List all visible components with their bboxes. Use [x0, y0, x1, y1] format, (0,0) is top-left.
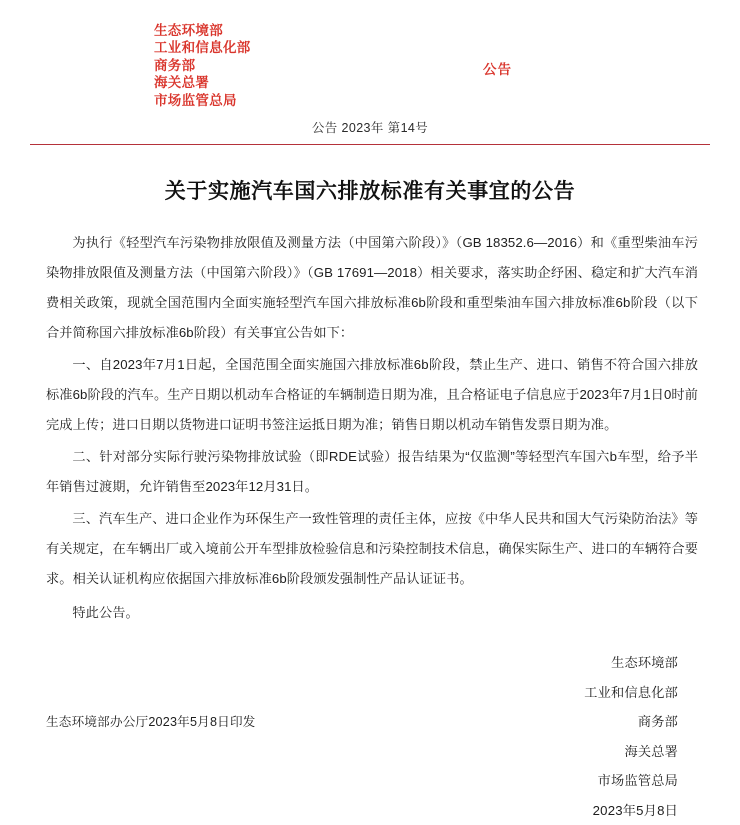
issuing-agency: 市场监管总局 — [154, 92, 237, 108]
paragraph-item-two: 二、针对部分实际行驶污染物排放试验（即RDE试验）报告结果为“仅监测”等轻型汽车国六b车型，给予半年销售过渡期，允许销售至2023年12月31日。 — [46, 449, 698, 495]
issuing-agency: 生态环境部 — [154, 23, 223, 38]
signer-name: 工业和信息化部 — [584, 684, 678, 700]
document-body — [0, 228, 740, 628]
signer-name: 生态环境部 — [611, 655, 678, 671]
masthead — [0, 0, 740, 108]
document-type-mark: 公告 — [483, 62, 512, 77]
paragraph-item-three: 三、汽车生产、进口企业作为环保生产一致性管理的责任主体，应按《中华人民共和国大气污染防治法》等有关规定，在车辆出厂或入境前公开车型排放检验信息和污染控制技术信息，确保实际生产、进口的车辆符合要求。相关认证机构应依据国六排放标准6b阶段颁发强制性产品认证证书。 — [46, 511, 698, 587]
document-number: 公告 2023年 第14号 — [311, 121, 429, 135]
issuing-agency: 海关总署 — [154, 75, 210, 91]
paragraph-item-one: 一、自2023年7月1日起，全国范围全面实施国六排放标准6b阶段，禁止生产、进口、销售不符合国六排放标准6b阶段的汽车。生产日期以机动车合格证的车辆制造日期为准，且合格证电子信息应于2023年7月1日0时前完成上传；进口日期以货物进口证明书签注运抵日期为准；销售日期以机动车销售发票日期为准。 — [46, 357, 698, 433]
paragraph-closing: 特此公告。 — [72, 605, 139, 621]
issuance-footer: 生态环境部办公厅2023年5月8日印发 — [46, 715, 256, 729]
signer-name: 商务部 — [637, 714, 678, 730]
signer-name: 市场监管总局 — [597, 773, 678, 789]
issuing-agency: 商务部 — [154, 57, 196, 73]
signer-name: 海关总署 — [624, 743, 678, 759]
paragraph-preamble: 为执行《轻型汽车污染物排放限值及测量方法（中国第六阶段）》（GB 18352.6—2016）和《重型柴油车污染物排放限值及测量方法（中国第六阶段）》（GB 17691—2018）相关要求，落实助企纾困、稳定和扩大汽车消费相关政策，现就全国范围内全面实施轻型汽车国六排放标准6b阶段和重型柴油车国六排放标准6b阶段（以下合并简称国六排放标准6b阶段）有关事宜公告如下： — [46, 235, 698, 341]
signature-block — [0, 648, 740, 825]
issuing-agencies-list — [154, 22, 700, 109]
page-title: 关于实施汽车国六排放标准有关事宜的公告 — [164, 180, 576, 203]
signature-date: 2023年5月8日 — [592, 802, 678, 818]
issuing-agency: 工业和信息化部 — [154, 40, 251, 56]
header-divider — [30, 144, 710, 145]
